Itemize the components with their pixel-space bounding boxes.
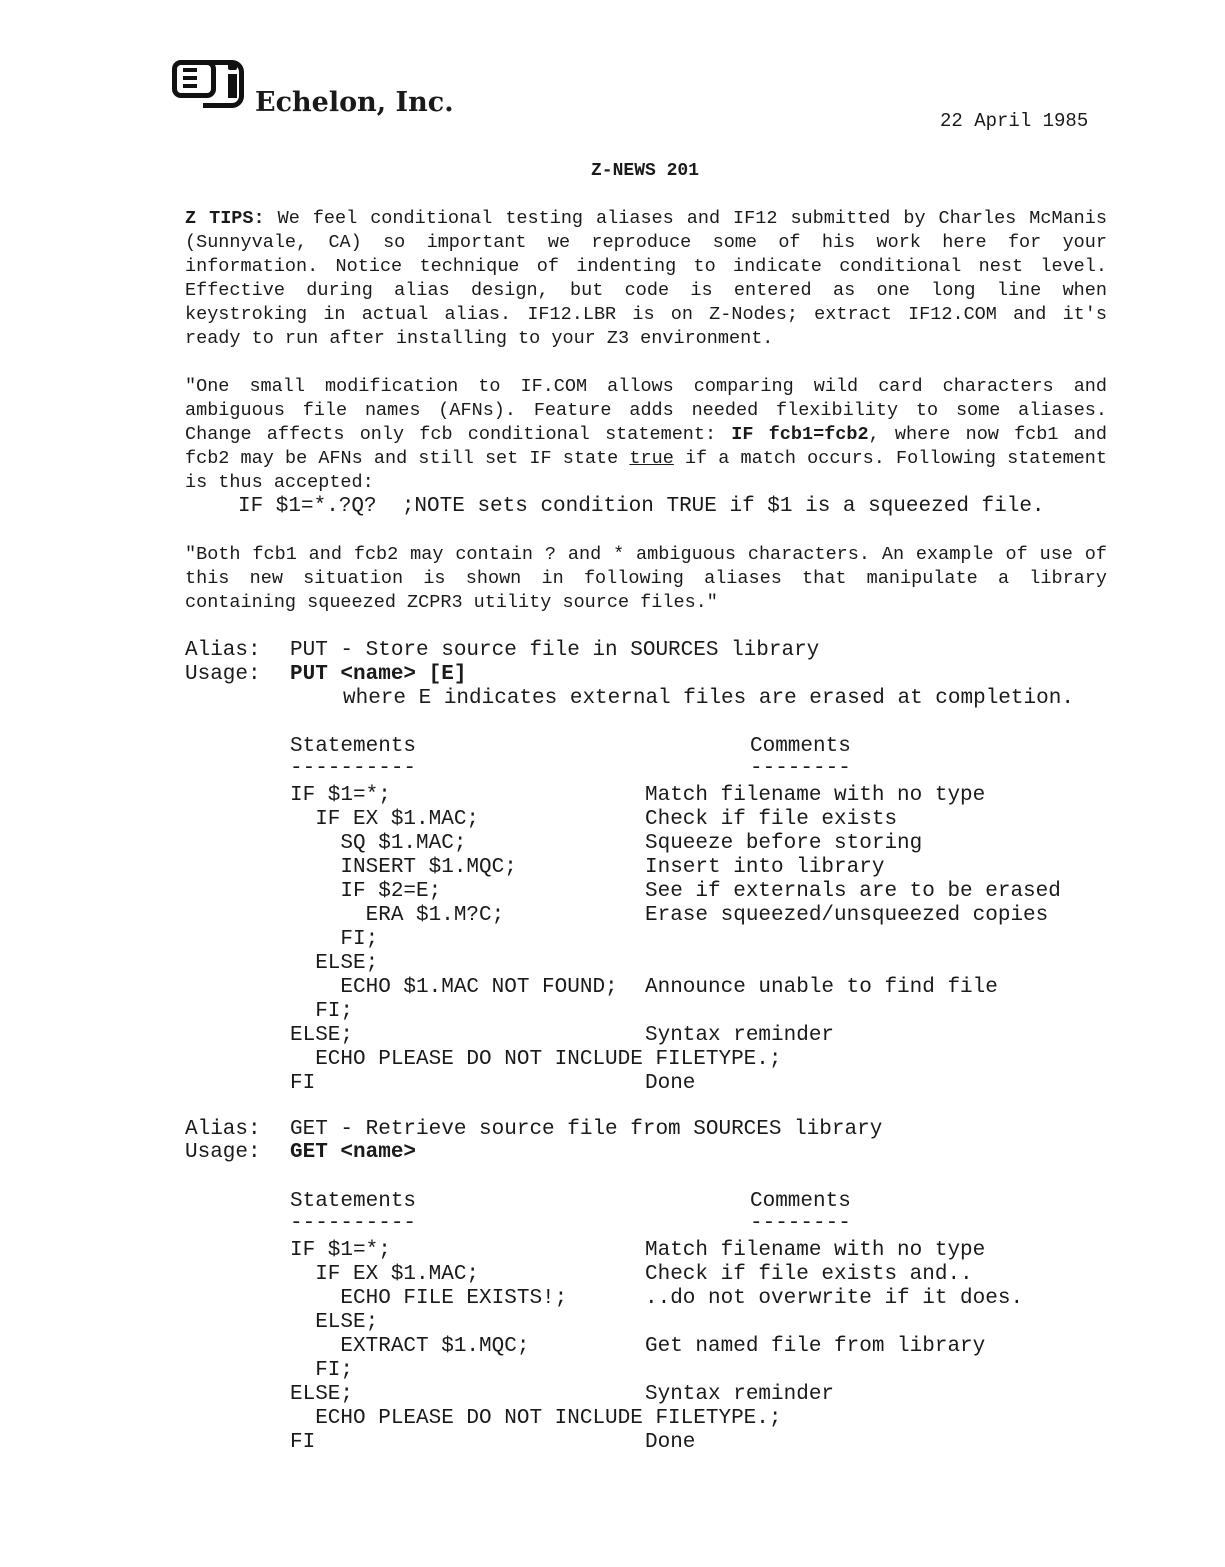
statement-line: ECHO FILE EXISTS!; xyxy=(290,1287,568,1310)
mod-bold-statement: IF fcb1=fcb2 xyxy=(731,424,869,445)
mod-underline-true: true xyxy=(629,448,674,469)
put-rule-comments: -------- xyxy=(750,757,851,780)
put-usage-label: Usage: xyxy=(185,663,261,686)
get-alias-desc: GET - Retrieve source file from SOURCES library xyxy=(290,1118,883,1141)
statement-line: IF EX $1.MAC; xyxy=(290,1263,480,1286)
comment-line: Done xyxy=(645,1431,696,1454)
statement-line: IF EX $1.MAC; xyxy=(290,808,480,831)
logo-icon-frame xyxy=(203,60,244,108)
example-statement: IF $1=*.?Q? ;NOTE sets condition TRUE if $1 is a squeezed file. xyxy=(238,495,1045,518)
logo-i-dot xyxy=(228,62,237,70)
comment-line: Done xyxy=(645,1072,696,1095)
tips-label: Z TIPS: xyxy=(185,208,265,229)
statement-line: FI xyxy=(290,1431,316,1454)
statement-line: FI; xyxy=(290,928,379,951)
statement-line: IF $1=*; xyxy=(290,784,391,807)
statement-line: ELSE; xyxy=(290,1383,354,1406)
get-alias-label: Alias: xyxy=(185,1118,261,1141)
comment-line: Match filename with no type xyxy=(645,1239,986,1262)
put-col-statements: Statements xyxy=(290,735,417,758)
mod-text-c: if a match occurs. Following statement is thus accepted: xyxy=(185,448,1107,493)
comment-line: Syntax reminder xyxy=(645,1024,835,1047)
comment-line: Match filename with no type xyxy=(645,784,986,807)
statement-line: FI; xyxy=(290,1359,354,1382)
statement-line: ERA $1.M?C; xyxy=(290,904,505,927)
put-note: where E indicates external files are erased at completion. xyxy=(343,687,1074,710)
comment-line: ..do not overwrite if it does. xyxy=(645,1287,1024,1310)
statement-line: SQ $1.MAC; xyxy=(290,832,467,855)
comment-line: Check if file exists and.. xyxy=(645,1263,973,1286)
get-rule-comments: -------- xyxy=(750,1212,851,1235)
statement-line: ELSE; xyxy=(290,1311,379,1334)
comment-line: Announce unable to find file xyxy=(645,976,998,999)
get-col-comments: Comments xyxy=(750,1190,851,1213)
put-usage: PUT <name> [E] xyxy=(290,663,467,686)
put-alias-label: Alias: xyxy=(185,639,261,662)
ambiguous-paragraph xyxy=(185,543,1107,615)
ambiguous-text: "Both fcb1 and fcb2 may contain ? and * ambiguous characters. An example of use of this new situation is shown in following aliases that manipulate a library containing squeezed ZCPR3 utility source files." xyxy=(185,544,1107,613)
statement-line: ELSE; xyxy=(290,952,379,975)
get-col-statements: Statements xyxy=(290,1190,417,1213)
statement-line: FI xyxy=(290,1072,316,1095)
comment-line: Insert into library xyxy=(645,856,885,879)
company-name: Echelon, Inc. xyxy=(255,87,454,118)
comment-line: Syntax reminder xyxy=(645,1383,835,1406)
comment-line: Check if file exists xyxy=(645,808,898,831)
statement-line: EXTRACT $1.MQC; xyxy=(290,1335,530,1358)
intro-text: We feel conditional testing aliases and IF12 submitted by Charles McManis (Sunnyvale, CA) so important we reproduce some of his work here for your information. Notice technique of indenting to indicate conditional nest level. Effective during alias design, but code is entered as one long line when keystroking in actual alias. IF12.LBR is on Z-Nodes; extract IF12.COM and it's ready to run after installing to your Z3 environment. xyxy=(185,208,1107,349)
document-date: 22 April 1985 xyxy=(940,110,1089,132)
put-col-comments: Comments xyxy=(750,735,851,758)
comment-line: See if externals are to be erased xyxy=(645,880,1061,903)
mod-text-a: "One small modification to IF.COM allows comparing wild card characters and ambiguous file names (AFNs). Feature adds needed flexibility to some aliases. Change affects only fcb conditional statement: xyxy=(185,376,1107,445)
get-usage-label: Usage: xyxy=(185,1141,261,1164)
get-usage: GET <name> xyxy=(290,1141,417,1164)
statement-line: ECHO PLEASE DO NOT INCLUDE FILETYPE.; xyxy=(290,1048,782,1071)
put-rule-statements: ---------- xyxy=(290,757,417,780)
statement-line: ELSE; xyxy=(290,1024,354,1047)
statement-line: ECHO PLEASE DO NOT INCLUDE FILETYPE.; xyxy=(290,1407,782,1430)
modification-paragraph xyxy=(185,375,1107,495)
logo-i-stem xyxy=(228,74,237,98)
statement-line: IF $1=*; xyxy=(290,1239,391,1262)
statement-line: FI; xyxy=(290,1000,354,1023)
intro-paragraph xyxy=(185,207,1107,351)
get-rule-statements: ---------- xyxy=(290,1212,417,1235)
mod-text-b: , where now fcb1 and fcb2 may be AFNs and still set IF state xyxy=(185,424,1107,469)
put-alias-desc: PUT - Store source file in SOURCES library xyxy=(290,639,820,662)
statement-line: IF $2=E; xyxy=(290,880,442,903)
comment-line: Get named file from library xyxy=(645,1335,986,1358)
statement-line: ECHO $1.MAC NOT FOUND; xyxy=(290,976,618,999)
comment-line: Squeeze before storing xyxy=(645,832,923,855)
statement-line: INSERT $1.MQC; xyxy=(290,856,517,879)
page-title: Z-NEWS 201 xyxy=(590,161,700,181)
comment-line: Erase squeezed/unsqueezed copies xyxy=(645,904,1049,927)
